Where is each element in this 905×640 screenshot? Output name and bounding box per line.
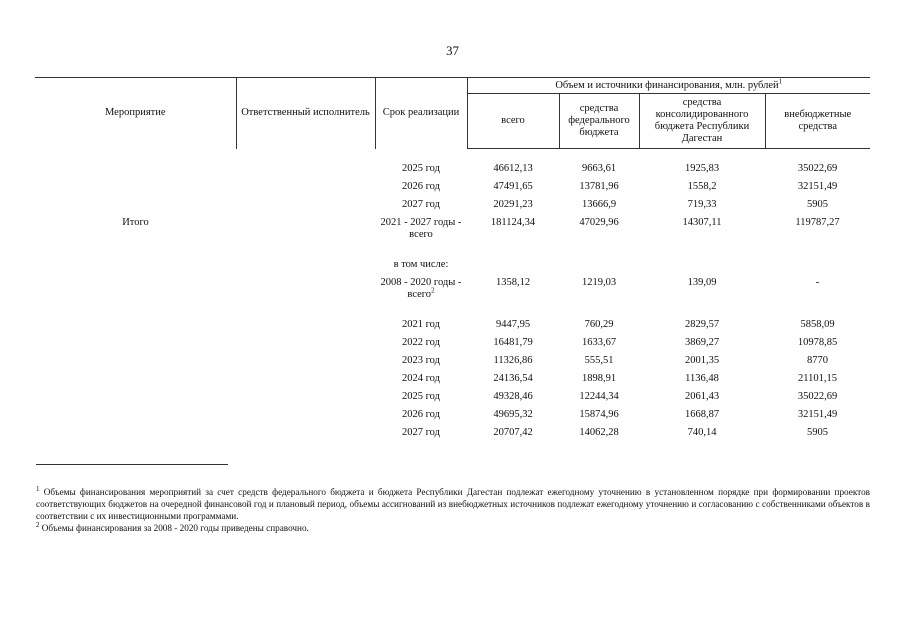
total-cell: 9447,95 bbox=[495, 318, 531, 330]
federal-cell: 13781,96 bbox=[579, 180, 619, 192]
table-row-total bbox=[35, 217, 870, 259]
consolidated-cell: 1136,48 bbox=[685, 372, 719, 384]
period-cell: 2021 - 2027 годы - всего bbox=[380, 216, 462, 240]
footnote-1-mark: 1 bbox=[36, 484, 40, 493]
header-financing-group bbox=[467, 78, 870, 94]
federal-cell: 1219,03 bbox=[581, 276, 617, 288]
period-cell: 2027 год bbox=[402, 198, 440, 210]
extrabudget-cell: 32151,49 bbox=[797, 408, 838, 420]
table-row bbox=[35, 373, 870, 391]
total-cell: 20707,42 bbox=[493, 426, 533, 438]
federal-cell: 12244,34 bbox=[579, 390, 619, 402]
table-row bbox=[35, 391, 870, 409]
federal-cell: 13666,9 bbox=[581, 198, 617, 210]
footnotes bbox=[36, 486, 870, 534]
consolidated-cell: 139,09 bbox=[687, 276, 717, 288]
header-extrabudget: внебюджетные средства bbox=[765, 94, 870, 149]
footnote-2 bbox=[36, 522, 870, 534]
consolidated-cell: 1925,83 bbox=[684, 163, 720, 174]
period-cell: 2021 год bbox=[402, 318, 440, 330]
federal-cell: 9663,61 bbox=[581, 163, 617, 174]
header-consolidated: средства консолидированного бюджета Республики Дагестан bbox=[639, 94, 765, 149]
page-number: 37 bbox=[446, 43, 459, 58]
table-row bbox=[35, 319, 870, 337]
including-label: в том числе: bbox=[393, 258, 449, 270]
total-cell: 47491,65 bbox=[493, 180, 533, 192]
federal-cell: 47029,96 bbox=[579, 216, 619, 228]
period-cell: 2026 год bbox=[402, 180, 440, 192]
total-cell: 181124,34 bbox=[490, 216, 536, 228]
extrabudget-cell: 8770 bbox=[807, 354, 828, 366]
table-row bbox=[35, 409, 870, 427]
footnote-2-text: Объемы финансирования за 2008 - 2020 годы приведены справочно. bbox=[41, 523, 309, 533]
federal-cell: 1898,91 bbox=[581, 372, 617, 384]
table-row bbox=[35, 199, 870, 217]
consolidated-cell: 719,33 bbox=[687, 198, 717, 210]
extrabudget-cell: 32151,49 bbox=[797, 180, 838, 192]
footnote-2-mark: 2 bbox=[36, 520, 40, 529]
federal-cell: 15874,96 bbox=[579, 408, 619, 420]
consolidated-cell: 3869,27 bbox=[684, 336, 720, 348]
extrabudget-cell: 119787,27 bbox=[795, 216, 840, 228]
total-cell: 16481,79 bbox=[493, 336, 533, 348]
federal-cell: 760,29 bbox=[584, 318, 614, 330]
table-row bbox=[35, 149, 870, 181]
period-cell: 2025 год bbox=[402, 390, 440, 402]
extrabudget-cell: - bbox=[815, 276, 820, 288]
total-cell: 11326,86 bbox=[493, 354, 533, 366]
total-cell: 1358,12 bbox=[495, 276, 531, 288]
extrabudget-cell: 21101,15 bbox=[798, 372, 837, 384]
footnote-ref-2: 2 bbox=[431, 286, 435, 294]
period-cell: 2026 год bbox=[402, 408, 440, 420]
total-cell: 46612,13 bbox=[493, 163, 533, 174]
consolidated-cell: 2061,43 bbox=[684, 390, 720, 402]
extrabudget-cell: 10978,85 bbox=[797, 336, 838, 348]
consolidated-cell: 1558,2 bbox=[687, 180, 717, 192]
total-cell: 20291,23 bbox=[493, 198, 533, 210]
period-cell: 2023 год bbox=[402, 354, 440, 366]
header-federal: средства федерального бюджета bbox=[559, 94, 639, 149]
total-cell: 24136,54 bbox=[493, 372, 533, 384]
extrabudget-cell: 35022,69 bbox=[797, 163, 838, 174]
header-activity: Мероприятие bbox=[35, 78, 236, 149]
total-cell: 49328,46 bbox=[493, 390, 533, 402]
including-row bbox=[35, 259, 870, 277]
footnote-1-text: Объемы финансирования мероприятий за счет средств федерального бюджета и бюджета Республики Дагестан подлежат ежегодному уточнению в установленном порядке при формировании проектов соответствующих бюджетов на очередной финансовой год и плановый период, объемы ассигнований из внебюджетных источников подлежат ежегодному уточнению и согласованию с собственниками объектов в соответствии с их инвестиционными программами. bbox=[36, 487, 871, 521]
extrabudget-cell: 5858,09 bbox=[800, 318, 835, 330]
consolidated-cell: 1668,87 bbox=[684, 408, 720, 420]
total-cell: 49695,32 bbox=[493, 408, 533, 420]
period-cell: 2027 год bbox=[402, 426, 440, 438]
header-responsible: Ответственный исполнитель bbox=[236, 78, 375, 149]
consolidated-cell: 14307,11 bbox=[682, 216, 722, 228]
period-cell: 2022 год bbox=[402, 336, 440, 348]
table-row bbox=[35, 355, 870, 373]
header-period: Срок реализации bbox=[375, 78, 467, 149]
table-row bbox=[35, 337, 870, 355]
extrabudget-cell: 5905 bbox=[807, 426, 828, 438]
financing-table bbox=[35, 77, 870, 445]
footnote-ref-1: 1 bbox=[778, 77, 783, 85]
table-row bbox=[35, 427, 870, 445]
period-cell: 2024 год bbox=[402, 372, 440, 384]
period-cell: 2025 год bbox=[402, 162, 440, 174]
table-row bbox=[35, 181, 870, 199]
period-cell bbox=[375, 277, 467, 319]
table-row bbox=[35, 277, 870, 319]
activity-label: Итого bbox=[122, 216, 149, 228]
period-text: 2008 - 2020 годы - всего bbox=[380, 276, 462, 300]
extrabudget-cell: 5905 bbox=[807, 198, 828, 210]
consolidated-cell: 740,14 bbox=[687, 426, 717, 438]
extrabudget-cell: 35022,69 bbox=[797, 390, 838, 402]
footnote-divider bbox=[36, 464, 228, 465]
federal-cell: 1633,67 bbox=[581, 336, 617, 348]
footnote-1 bbox=[36, 486, 870, 522]
consolidated-cell: 2829,57 bbox=[684, 318, 720, 330]
federal-cell: 555,51 bbox=[584, 354, 614, 366]
federal-cell: 14062,28 bbox=[579, 426, 619, 438]
header-total: всего bbox=[467, 94, 559, 149]
consolidated-cell: 2001,35 bbox=[684, 354, 720, 366]
header-financing-group-text: Объем и источники финансирования, млн. рублей bbox=[555, 79, 779, 91]
